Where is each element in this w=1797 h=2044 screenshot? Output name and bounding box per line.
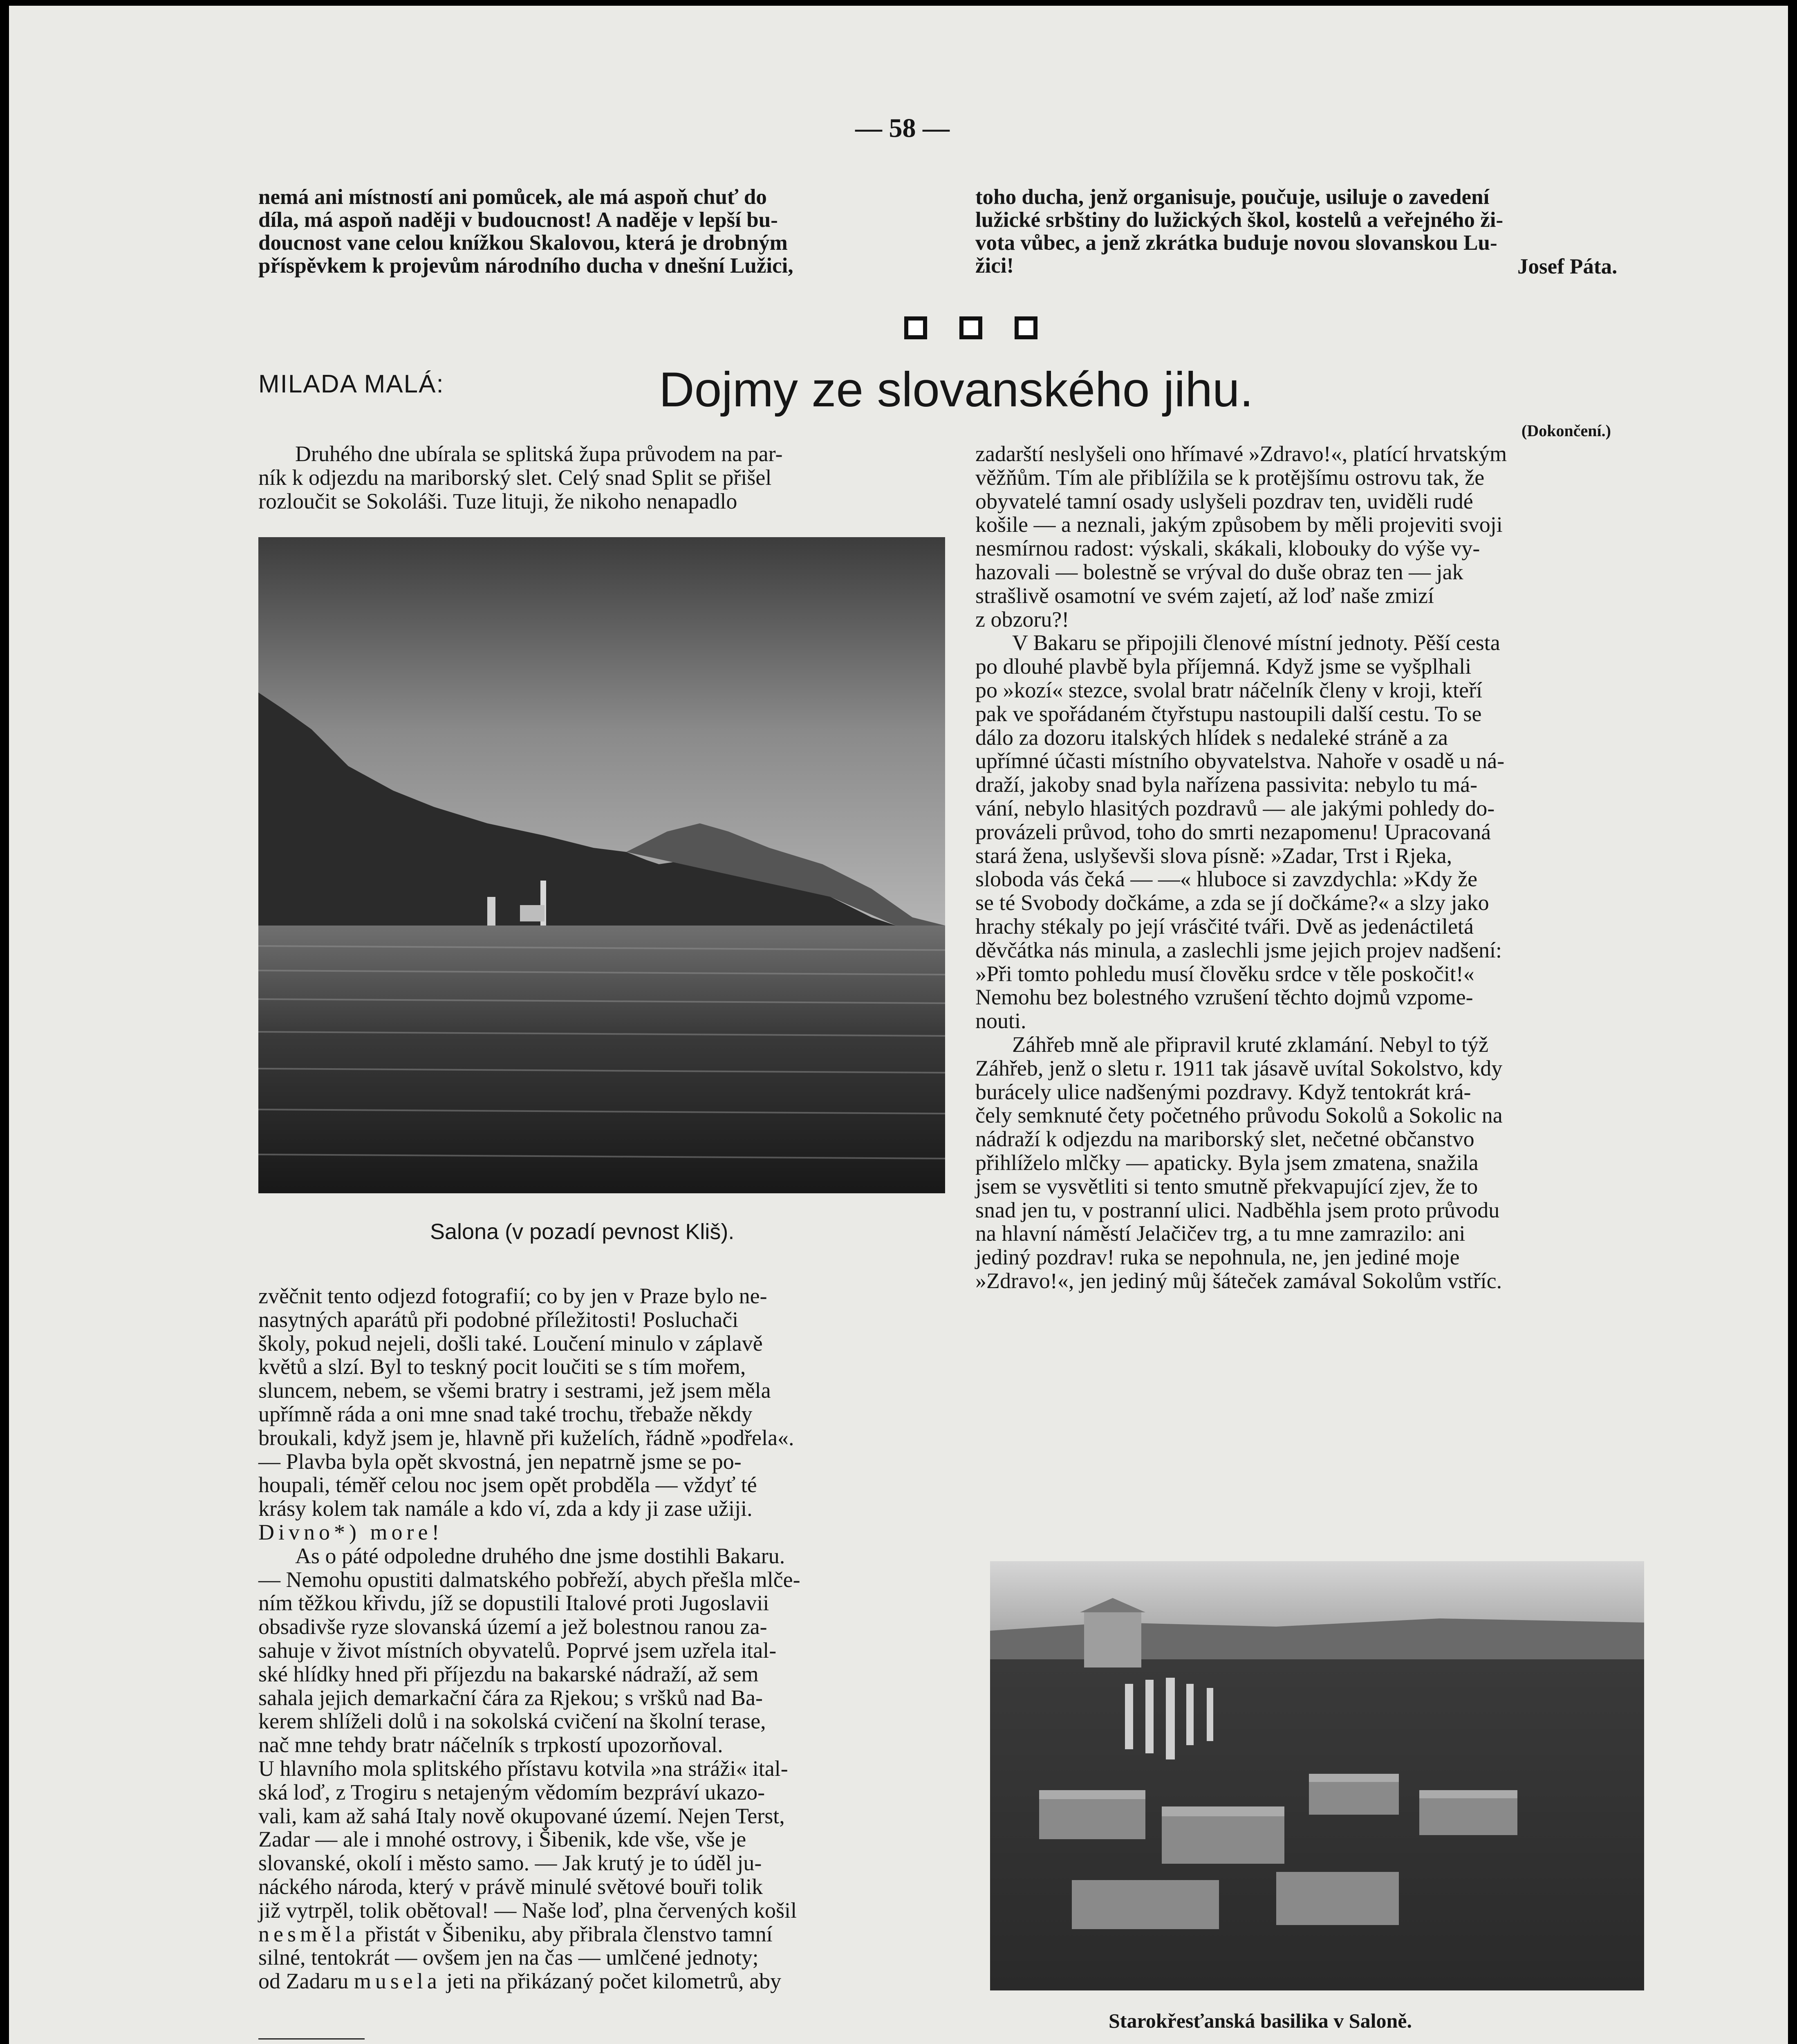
text-line: košile — a neznali, jakým způsobem by měli projeviti svoji xyxy=(975,512,1503,537)
text-line: doucnost vane celou knížkou Skalovou, která je drobným xyxy=(258,231,788,255)
text-line: zadarští neslyšeli ono hřímavé »Zdravo!«, platící hrvatským xyxy=(975,442,1507,466)
text-line: lužické srbštiny do lužických škol, kostelů a veřejného ži- xyxy=(975,208,1503,232)
text-line: snad jen tu, v postranní ulici. Nadběhla jsem proto průvodu xyxy=(975,1197,1500,1222)
text-line: dálo za dozoru italských hlídek s nedaleké stráně a za xyxy=(975,725,1448,750)
photo-salona xyxy=(258,537,945,1193)
musela-pre: od Zadaru xyxy=(258,1969,354,1994)
left-column-bottom xyxy=(258,1284,949,1993)
text-line: U hlavního mola splitského přístavu kotvila »na stráži« ital- xyxy=(258,1756,788,1781)
text-line: draží, jakoby snad byla nařízena passivita: nebylo tu má- xyxy=(975,772,1478,797)
text-line: zvěčnit tento odjezd fotografií; co by jen v Praze bylo ne- xyxy=(258,1284,767,1308)
text-line: V Bakaru se připojili členové místní jednoty. Pěší cesta xyxy=(1012,630,1500,655)
author-name: MILADA MALÁ: xyxy=(258,370,444,398)
text-line: strašlivě osamotní ve svém zajetí, až loď naše zmizí xyxy=(975,583,1434,608)
text-line: — Plavba byla opět skvostná, jen nepatrně jsme se po- xyxy=(258,1449,742,1474)
text-line: nasytných aparátů při podobné příležitosti! Posluchači xyxy=(258,1307,739,1332)
text-line: náckého národa, který v právě minulé světové bouři tolik xyxy=(258,1874,763,1899)
photo-basilica-caption: Starokřesťanská basilika v Saloně. xyxy=(1109,2009,1412,2032)
text-line: sahala jejich demarkační čára za Rjekou; s vršků nad Ba- xyxy=(258,1685,763,1710)
signature: Josef Páta. xyxy=(1517,255,1618,278)
text-line: hazovali — bolestně se vrýval do duše obraz ten — jak xyxy=(975,559,1463,584)
text-line xyxy=(258,1970,949,1993)
divider-square xyxy=(959,316,982,339)
article-title: Dojmy ze slovanského jihu. xyxy=(659,362,1254,417)
text-line: se té Svobody dočkáme, a zda se jí dočkáme?« a slzy jako xyxy=(975,890,1489,915)
right-column xyxy=(975,442,1662,1293)
text-line: příspěvkem k projevům národního ducha v dnešní Lužici, xyxy=(258,254,793,278)
text-line: jediný pozdrav! ruka se nepohnula, ne, jen jediné moje xyxy=(975,1245,1460,1270)
text-line: jsem se vysvětliti si tento smutně překvapující zjev, že to xyxy=(975,1174,1478,1199)
text-line: již vytrpěl, tolik obětoval! — Naše loď, plna červených košil xyxy=(258,1898,797,1923)
text-line: ská loď, z Trogiru s netajeným vědomím bezpráví ukazo- xyxy=(258,1780,765,1804)
text-line: sloboda vás čeká — —« hluboce si zavzdychla: »Kdy že xyxy=(975,867,1478,892)
text-line: As o páté odpoledne druhého dne jsme dostihli Bakaru. xyxy=(295,1543,785,1568)
text-line: vota vůbec, a jenž zkrátka buduje novou slovanskou Lu- xyxy=(975,231,1497,255)
text-line: houpali, téměř celou noc jsem opět probděla — vždyť té xyxy=(258,1472,757,1497)
text-line: »Zdravo!«, jen jediný můj šáteček zamával Sokolům vstříc. xyxy=(975,1268,1502,1293)
continuation-note: (Dokončení.) xyxy=(1521,421,1611,440)
text-line: toho ducha, jenž organisuje, poučuje, usiluje o zavedení xyxy=(975,185,1490,209)
text-line: Zadar — ale i mnohé ostrovy, i Šibenik, kde vše, vše je xyxy=(258,1827,746,1852)
text-line: silné, tentokrát — ovšem jen na čas — umlčené jednoty; xyxy=(258,1945,759,1970)
text-line: kerem shlíželi dolů i na sokolská cvičení na školní terase, xyxy=(258,1709,766,1734)
nesmela-rest: přistát v Šibeniku, aby přibrala členstvo tamní xyxy=(359,1921,773,1946)
divider-square xyxy=(1015,316,1037,339)
text-line: nádraží k odjezdu na mariborský slet, nečetné občanstvo xyxy=(975,1127,1474,1152)
basilica-ruins-image xyxy=(990,1561,1644,1990)
text-line: broukali, když jsem je, hlavně při kuželích, řádně »podřela«. xyxy=(258,1425,794,1450)
footnote-rule xyxy=(258,2038,365,2040)
text-line: díla, má aspoň naději v budoucnost! A naděje v lepší bu- xyxy=(258,208,778,232)
photo-basilica xyxy=(990,1561,1644,1990)
text-line: upřímně ráda a oni mne snad také trochu, třebaže někdy xyxy=(258,1401,753,1426)
text-line: obyvatelé tamní osady uslyšeli pozdrav ten, uviděli rudé xyxy=(975,489,1473,513)
musela-word: musela xyxy=(354,1969,441,1994)
text-line: »Při tomto pohledu musí člověku srdce v těle poskočit!« xyxy=(975,961,1474,986)
salona-seascape-image xyxy=(258,537,945,1193)
page xyxy=(9,6,1788,2044)
text-line: nemá ani místností ani pomůcek, ale má aspoň chuť do xyxy=(258,185,767,209)
divider-square xyxy=(904,316,927,339)
text-line: krásy kolem tak namále a kdo ví, zda a kdy ji zase užiji. xyxy=(258,1496,753,1521)
text-line: žici! xyxy=(975,254,1014,278)
text-line: Záhřeb, jenž o sletu r. 1911 tak jásavě uvítal Sokolstvo, kdy xyxy=(975,1056,1503,1080)
text-line: školy, pokud nejeli, došli také. Loučení minulo v záplavě xyxy=(258,1331,763,1356)
divno-more-line: Divno*) more! xyxy=(258,1520,444,1544)
text-line: nouti. xyxy=(975,1009,1026,1033)
text-line: provázeli průvod, toho do smrti nezapomenu! Upracovaná xyxy=(975,819,1491,844)
text-line: sahuje v život místních obyvatelů. Poprvé jsem uzřela ital- xyxy=(258,1638,777,1663)
top-left-block xyxy=(258,186,953,277)
text-line: vali, kam až sahá Italy nově okupované území. Nejen Terst, xyxy=(258,1803,785,1828)
text-line: ské hlídky hned při příjezdu na bakarské nádraží, až sem xyxy=(258,1661,759,1686)
text-line: Druhého dne ubírala se splitská župa průvodem na par- xyxy=(295,442,783,466)
text-line: z obzoru?! xyxy=(975,607,1069,632)
text-line: Nemohu bez bolestného vzrušení těchto dojmů vzpome- xyxy=(975,985,1473,1010)
text-line: ním těžkou křivdu, jíž se dopustili Italové proti Jugoslavii xyxy=(258,1591,769,1616)
text-line: po »kozí« stezce, svolal bratr náčelník členy v kroji, kteří xyxy=(975,677,1483,702)
text-line: rozloučit se Sokoláši. Tuze lituji, že nikoho nenapadlo xyxy=(258,489,737,513)
text-line: Záhřeb mně ale připravil kruté zklamání. Nebyl to týž xyxy=(1012,1032,1489,1057)
text-line: vání, nebylo hlasitých pozdravů — ale jakými pohledy do- xyxy=(975,796,1495,820)
text-line: hrachy stékaly po její vrásčité tváři. Dvě as jedenáctiletá xyxy=(975,914,1474,939)
photo-salona-caption: Salona (v pozadí pevnost Kliš). xyxy=(430,1219,735,1244)
text-line: květů a slzí. Byl to teskný pocit loučiti se s tím mořem, xyxy=(258,1354,746,1379)
text-line: slovanské, okolí i město samo. — Jak krutý je to úděl ju- xyxy=(258,1851,762,1876)
page-number: — 58 — xyxy=(855,113,950,143)
text-line: obsadivše ryze slovanská území a jež bolestnou ranou za- xyxy=(258,1614,767,1639)
text-line xyxy=(258,1923,949,1946)
text-line: — Nemohu opustiti dalmatského pobřeží, abych přešla mlče- xyxy=(258,1567,800,1592)
text-line: stará žena, uslyševši slova písně: »Zadar, Trst i Rjeka, xyxy=(975,843,1452,868)
text-line: přihlíželo mlčky — apaticky. Byla jsem zmatena, snažila xyxy=(975,1150,1479,1175)
musela-post: jeti na přikázaný počet kilometrů, aby xyxy=(441,1969,782,1994)
text-line: děvčátka nás minula, a zaslechli jsme jejich projev nadšení: xyxy=(975,937,1502,962)
text-line: věžňům. Tím ale přiblížila se k protějšímu ostrovu tak, že xyxy=(975,465,1485,490)
text-line: čely semknuté čety početného průvodu Sokolů a Sokolic na xyxy=(975,1103,1503,1128)
text-line: upřímné účasti místního obyvatelstva. Nahoře v osadě u ná- xyxy=(975,749,1505,773)
text-line: po dlouhé plavbě byla příjemná. Když jsme se vyšplhali xyxy=(975,654,1472,679)
nesmela-word: nesměla xyxy=(258,1921,359,1946)
text-line: na hlavní náměstí Jelačičev trg, a tu mne zamrazilo: ani xyxy=(975,1221,1465,1246)
text-line: nesmírnou radost: výskali, skákali, klobouky do výše vy- xyxy=(975,536,1480,561)
text-line: pak ve spořádaném čtyřstupu nastoupili další cestu. To se xyxy=(975,701,1482,726)
text-line: sluncem, nebem, se všemi bratry i sestrami, jež jsem měla xyxy=(258,1378,771,1403)
text-line: nač mne tehdy bratr náčelník s trpkostí upozorňoval. xyxy=(258,1732,723,1757)
text-line: ník k odjezdu na mariborský slet. Celý snad Split se přišel xyxy=(258,465,772,490)
text-line: burácely ulice nadšenými pozdravy. Když tentokrát krá- xyxy=(975,1079,1471,1104)
left-column-top xyxy=(258,442,949,513)
